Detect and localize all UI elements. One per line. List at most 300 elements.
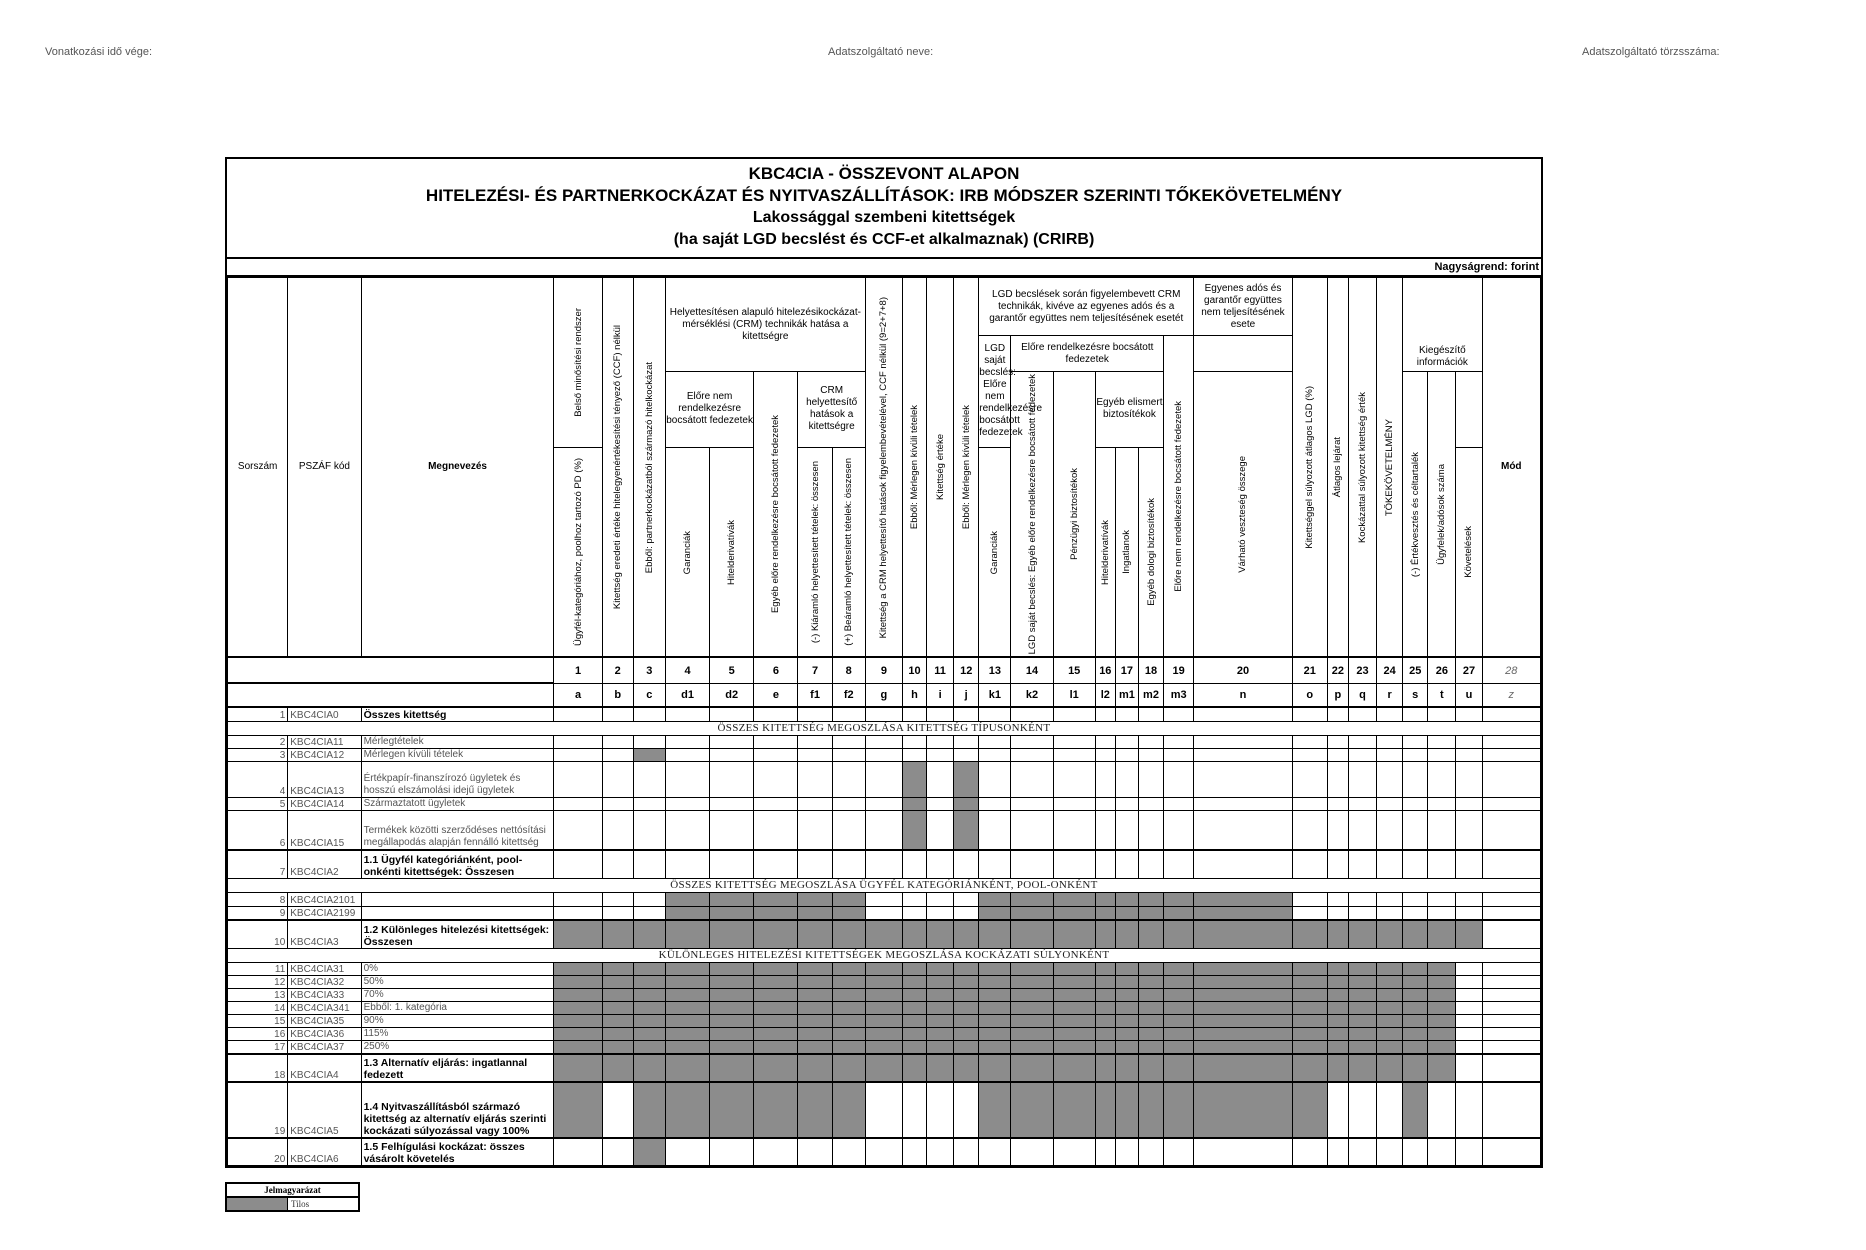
- input-cell[interactable]: [1377, 850, 1403, 878]
- input-cell[interactable]: [1095, 735, 1115, 748]
- input-cell[interactable]: [1292, 748, 1327, 761]
- input-cell[interactable]: [798, 748, 832, 761]
- forbidden-cell: [832, 920, 865, 948]
- input-cell[interactable]: [554, 850, 602, 878]
- input-cell[interactable]: [754, 797, 798, 810]
- input-cell[interactable]: [1456, 1014, 1482, 1027]
- input-cell[interactable]: [602, 850, 633, 878]
- input-cell[interactable]: [1377, 1138, 1403, 1166]
- input-cell[interactable]: [1482, 1027, 1540, 1040]
- input-cell[interactable]: [1428, 735, 1456, 748]
- input-cell[interactable]: [1115, 735, 1138, 748]
- input-cell[interactable]: [927, 735, 954, 748]
- input-cell[interactable]: [954, 850, 979, 878]
- input-cell[interactable]: [1164, 1138, 1194, 1166]
- input-cell[interactable]: [1482, 810, 1540, 850]
- input-cell[interactable]: [1428, 892, 1456, 906]
- input-cell[interactable]: [710, 810, 754, 850]
- forbidden-cell: [554, 1054, 602, 1082]
- input-cell[interactable]: [865, 735, 902, 748]
- input-cell[interactable]: [1292, 735, 1327, 748]
- input-cell[interactable]: [1115, 810, 1138, 850]
- input-cell[interactable]: [554, 707, 602, 721]
- input-cell[interactable]: [979, 748, 1011, 761]
- input-cell[interactable]: [1482, 707, 1540, 721]
- forbidden-cell: [1348, 975, 1376, 988]
- input-cell[interactable]: [710, 761, 754, 797]
- forbidden-cell: [1377, 1027, 1403, 1040]
- input-cell[interactable]: [832, 850, 865, 878]
- input-cell[interactable]: [602, 735, 633, 748]
- forbidden-cell: [633, 748, 665, 761]
- input-cell[interactable]: [1095, 761, 1115, 797]
- input-cell[interactable]: [1164, 735, 1194, 748]
- forbidden-cell: [1292, 975, 1327, 988]
- input-cell[interactable]: [1011, 707, 1053, 721]
- input-cell[interactable]: [798, 850, 832, 878]
- input-cell[interactable]: [954, 892, 979, 906]
- header-c17: Ingatlanok: [1115, 447, 1138, 657]
- input-cell[interactable]: [954, 906, 979, 920]
- input-cell[interactable]: [1482, 1014, 1540, 1027]
- input-cell[interactable]: [1348, 748, 1376, 761]
- input-cell[interactable]: [710, 1138, 754, 1166]
- input-cell[interactable]: [1348, 1082, 1376, 1138]
- input-cell[interactable]: [1428, 906, 1456, 920]
- input-cell[interactable]: [754, 761, 798, 797]
- input-cell[interactable]: [1011, 748, 1053, 761]
- input-cell[interactable]: [710, 748, 754, 761]
- input-cell[interactable]: [979, 797, 1011, 810]
- input-cell[interactable]: [754, 810, 798, 850]
- input-cell[interactable]: [927, 1082, 954, 1138]
- table-row: [228, 906, 1541, 920]
- input-cell[interactable]: [927, 707, 954, 721]
- input-cell[interactable]: [1348, 797, 1376, 810]
- input-cell[interactable]: [1482, 1040, 1540, 1054]
- input-cell[interactable]: [1138, 761, 1163, 797]
- input-cell[interactable]: [1456, 1054, 1482, 1082]
- input-cell[interactable]: [1327, 1082, 1348, 1138]
- input-cell[interactable]: [1292, 810, 1327, 850]
- input-cell[interactable]: [1403, 735, 1428, 748]
- input-cell[interactable]: [1482, 1054, 1540, 1082]
- input-cell[interactable]: [1377, 735, 1403, 748]
- input-cell[interactable]: [633, 797, 665, 810]
- input-cell[interactable]: [1292, 1138, 1327, 1166]
- input-cell[interactable]: [1138, 850, 1163, 878]
- input-cell[interactable]: [865, 810, 902, 850]
- input-cell[interactable]: [1053, 761, 1095, 797]
- input-cell[interactable]: [1482, 748, 1540, 761]
- input-cell[interactable]: [1115, 707, 1138, 721]
- input-cell[interactable]: [1482, 892, 1540, 906]
- input-cell[interactable]: [1456, 906, 1482, 920]
- input-cell[interactable]: [710, 797, 754, 810]
- input-cell[interactable]: [602, 1082, 633, 1138]
- input-cell[interactable]: [927, 850, 954, 878]
- input-cell[interactable]: [1011, 797, 1053, 810]
- forbidden-cell: [1164, 1001, 1194, 1014]
- input-cell[interactable]: [1327, 810, 1348, 850]
- input-cell[interactable]: [1482, 1001, 1540, 1014]
- input-cell[interactable]: [1053, 748, 1095, 761]
- input-cell[interactable]: [1095, 707, 1115, 721]
- input-cell[interactable]: [902, 1082, 926, 1138]
- input-cell[interactable]: [1482, 906, 1540, 920]
- input-cell[interactable]: [602, 748, 633, 761]
- input-cell[interactable]: [1164, 850, 1194, 878]
- input-cell[interactable]: [1377, 1082, 1403, 1138]
- forbidden-cell: [1138, 1027, 1163, 1040]
- input-cell[interactable]: [902, 892, 926, 906]
- input-cell[interactable]: [1456, 810, 1482, 850]
- input-cell[interactable]: [1482, 962, 1540, 975]
- input-cell[interactable]: [1327, 797, 1348, 810]
- input-cell[interactable]: [1194, 735, 1292, 748]
- input-cell[interactable]: [798, 810, 832, 850]
- input-cell[interactable]: [1115, 748, 1138, 761]
- input-cell[interactable]: [1428, 761, 1456, 797]
- input-cell[interactable]: [1482, 920, 1540, 948]
- input-cell[interactable]: [665, 797, 709, 810]
- input-cell[interactable]: [798, 707, 832, 721]
- input-cell[interactable]: [1377, 748, 1403, 761]
- input-cell[interactable]: [798, 761, 832, 797]
- input-cell[interactable]: [633, 735, 665, 748]
- input-cell[interactable]: [1428, 810, 1456, 850]
- input-cell[interactable]: [1348, 761, 1376, 797]
- input-cell[interactable]: [1327, 735, 1348, 748]
- input-cell[interactable]: [865, 797, 902, 810]
- input-cell[interactable]: [927, 797, 954, 810]
- input-cell[interactable]: [754, 748, 798, 761]
- row-label: 115%: [361, 1027, 554, 1040]
- input-cell[interactable]: [1403, 761, 1428, 797]
- input-cell[interactable]: [1403, 810, 1428, 850]
- input-cell[interactable]: [1292, 761, 1327, 797]
- input-cell[interactable]: [1428, 797, 1456, 810]
- input-cell[interactable]: [927, 906, 954, 920]
- input-cell[interactable]: [602, 797, 633, 810]
- input-cell[interactable]: [1011, 735, 1053, 748]
- input-cell[interactable]: [1327, 707, 1348, 721]
- input-cell[interactable]: [865, 892, 902, 906]
- input-cell[interactable]: [902, 850, 926, 878]
- input-cell[interactable]: [1348, 1138, 1376, 1166]
- input-cell[interactable]: [1377, 761, 1403, 797]
- forbidden-cell: [979, 1082, 1011, 1138]
- input-cell[interactable]: [602, 810, 633, 850]
- col-code-10: h: [902, 683, 926, 707]
- input-cell[interactable]: [1011, 850, 1053, 878]
- forbidden-cell: [554, 962, 602, 975]
- input-cell[interactable]: [902, 748, 926, 761]
- input-cell[interactable]: [927, 761, 954, 797]
- input-cell[interactable]: [832, 1138, 865, 1166]
- input-cell[interactable]: [710, 707, 754, 721]
- row-label: 1.4 Nyitvaszállításból származó kitettség az alternatív eljárás szerinti kockázati súlyozással vagy 100%: [361, 1082, 554, 1138]
- input-cell[interactable]: [1456, 707, 1482, 721]
- input-cell[interactable]: [1482, 975, 1540, 988]
- input-cell[interactable]: [1348, 892, 1376, 906]
- input-cell[interactable]: [798, 735, 832, 748]
- input-cell[interactable]: [554, 797, 602, 810]
- input-cell[interactable]: [954, 1082, 979, 1138]
- input-cell[interactable]: [1403, 906, 1428, 920]
- input-cell[interactable]: [554, 892, 602, 906]
- input-cell[interactable]: [665, 1138, 709, 1166]
- input-cell[interactable]: [1194, 748, 1292, 761]
- col-number-16: 16: [1095, 657, 1115, 683]
- input-cell[interactable]: [1194, 1138, 1292, 1166]
- input-cell[interactable]: [665, 761, 709, 797]
- input-cell[interactable]: [832, 735, 865, 748]
- input-cell[interactable]: [554, 906, 602, 920]
- input-cell[interactable]: [633, 810, 665, 850]
- input-cell[interactable]: [1348, 906, 1376, 920]
- input-cell[interactable]: [602, 1138, 633, 1166]
- input-cell[interactable]: [979, 850, 1011, 878]
- input-cell[interactable]: [1138, 735, 1163, 748]
- input-cell[interactable]: [1095, 797, 1115, 810]
- input-cell[interactable]: [954, 1138, 979, 1166]
- input-cell[interactable]: [798, 797, 832, 810]
- forbidden-cell: [1194, 906, 1292, 920]
- input-cell[interactable]: [927, 892, 954, 906]
- input-cell[interactable]: [1377, 906, 1403, 920]
- input-cell[interactable]: [1053, 797, 1095, 810]
- input-cell[interactable]: [1456, 1001, 1482, 1014]
- input-cell[interactable]: [865, 707, 902, 721]
- input-cell[interactable]: [832, 797, 865, 810]
- input-cell[interactable]: [1011, 810, 1053, 850]
- input-cell[interactable]: [633, 850, 665, 878]
- input-cell[interactable]: [1377, 892, 1403, 906]
- row-code: KBC4CIA33: [288, 988, 361, 1001]
- input-cell[interactable]: [665, 707, 709, 721]
- input-cell[interactable]: [1377, 797, 1403, 810]
- input-cell[interactable]: [1456, 988, 1482, 1001]
- input-cell[interactable]: [1482, 850, 1540, 878]
- input-cell[interactable]: [1456, 975, 1482, 988]
- input-cell[interactable]: [1194, 810, 1292, 850]
- input-cell[interactable]: [633, 892, 665, 906]
- input-cell[interactable]: [1292, 850, 1327, 878]
- input-cell[interactable]: [602, 892, 633, 906]
- input-cell[interactable]: [1327, 850, 1348, 878]
- table-row: [228, 988, 1541, 1001]
- input-cell[interactable]: [1456, 962, 1482, 975]
- input-cell[interactable]: [602, 761, 633, 797]
- input-cell[interactable]: [602, 707, 633, 721]
- input-cell[interactable]: [1348, 735, 1376, 748]
- input-cell[interactable]: [798, 1138, 832, 1166]
- input-cell[interactable]: [902, 735, 926, 748]
- input-cell[interactable]: [1053, 850, 1095, 878]
- input-cell[interactable]: [1456, 1027, 1482, 1040]
- input-cell[interactable]: [1095, 850, 1115, 878]
- input-cell[interactable]: [979, 810, 1011, 850]
- input-cell[interactable]: [1327, 761, 1348, 797]
- input-cell[interactable]: [1011, 1138, 1053, 1166]
- input-cell[interactable]: [633, 906, 665, 920]
- input-cell[interactable]: [1115, 1138, 1138, 1166]
- input-cell[interactable]: [1115, 797, 1138, 810]
- input-cell[interactable]: [1095, 810, 1115, 850]
- input-cell[interactable]: [865, 1082, 902, 1138]
- input-cell[interactable]: [832, 748, 865, 761]
- input-cell[interactable]: [554, 748, 602, 761]
- input-cell[interactable]: [665, 748, 709, 761]
- input-cell[interactable]: [1403, 748, 1428, 761]
- input-cell[interactable]: [1053, 735, 1095, 748]
- input-cell[interactable]: [1428, 850, 1456, 878]
- input-cell[interactable]: [865, 906, 902, 920]
- input-cell[interactable]: [1138, 707, 1163, 721]
- input-cell[interactable]: [1456, 1082, 1482, 1138]
- input-cell[interactable]: [1164, 707, 1194, 721]
- header-c14: Hitelderivatívák: [1095, 447, 1115, 657]
- row-label: [361, 906, 554, 920]
- input-cell[interactable]: [1164, 797, 1194, 810]
- input-cell[interactable]: [1348, 707, 1376, 721]
- input-cell[interactable]: [1403, 850, 1428, 878]
- input-cell[interactable]: [865, 850, 902, 878]
- input-cell[interactable]: [710, 735, 754, 748]
- input-cell[interactable]: [665, 810, 709, 850]
- input-cell[interactable]: [1327, 1138, 1348, 1166]
- input-cell[interactable]: [754, 707, 798, 721]
- forbidden-cell: [554, 920, 602, 948]
- input-cell[interactable]: [1115, 850, 1138, 878]
- input-cell[interactable]: [554, 1138, 602, 1166]
- input-cell[interactable]: [1456, 850, 1482, 878]
- input-cell[interactable]: [1053, 810, 1095, 850]
- input-cell[interactable]: [1456, 892, 1482, 906]
- input-cell[interactable]: [1456, 1040, 1482, 1054]
- input-cell[interactable]: [1377, 810, 1403, 850]
- input-cell[interactable]: [902, 1138, 926, 1166]
- input-cell[interactable]: [865, 748, 902, 761]
- input-cell[interactable]: [954, 735, 979, 748]
- input-cell[interactable]: [554, 761, 602, 797]
- input-cell[interactable]: [1348, 850, 1376, 878]
- input-cell[interactable]: [1482, 761, 1540, 797]
- forbidden-cell: [710, 962, 754, 975]
- input-cell[interactable]: [1403, 797, 1428, 810]
- input-cell[interactable]: [1327, 906, 1348, 920]
- input-cell[interactable]: [633, 761, 665, 797]
- input-cell[interactable]: [1194, 797, 1292, 810]
- input-cell[interactable]: [1164, 810, 1194, 850]
- input-cell[interactable]: [1327, 892, 1348, 906]
- input-cell[interactable]: [1482, 988, 1540, 1001]
- input-cell[interactable]: [1456, 761, 1482, 797]
- input-cell[interactable]: [1403, 707, 1428, 721]
- input-cell[interactable]: [979, 707, 1011, 721]
- forbidden-cell: [1095, 1001, 1115, 1014]
- input-cell[interactable]: [1095, 1138, 1115, 1166]
- input-cell[interactable]: [1482, 1138, 1540, 1166]
- input-cell[interactable]: [1428, 1138, 1456, 1166]
- input-cell[interactable]: [1456, 735, 1482, 748]
- table-row: [228, 735, 1541, 748]
- input-cell[interactable]: [1327, 748, 1348, 761]
- input-cell[interactable]: [1456, 797, 1482, 810]
- input-cell[interactable]: [1138, 1138, 1163, 1166]
- input-cell[interactable]: [1138, 810, 1163, 850]
- input-cell[interactable]: [1164, 748, 1194, 761]
- input-cell[interactable]: [1095, 748, 1115, 761]
- input-cell[interactable]: [1138, 748, 1163, 761]
- input-cell[interactable]: [633, 707, 665, 721]
- input-cell[interactable]: [1053, 1138, 1095, 1166]
- input-cell[interactable]: [602, 906, 633, 920]
- input-cell[interactable]: [832, 761, 865, 797]
- input-cell[interactable]: [1164, 761, 1194, 797]
- input-cell[interactable]: [554, 735, 602, 748]
- input-cell[interactable]: [1194, 707, 1292, 721]
- input-cell[interactable]: [1403, 892, 1428, 906]
- input-cell[interactable]: [954, 707, 979, 721]
- input-cell[interactable]: [1348, 810, 1376, 850]
- input-cell[interactable]: [979, 761, 1011, 797]
- input-cell[interactable]: [1482, 797, 1540, 810]
- input-cell[interactable]: [1053, 707, 1095, 721]
- input-cell[interactable]: [1138, 797, 1163, 810]
- input-cell[interactable]: [1011, 761, 1053, 797]
- input-cell[interactable]: [954, 748, 979, 761]
- input-cell[interactable]: [665, 850, 709, 878]
- input-cell[interactable]: [1292, 707, 1327, 721]
- input-cell[interactable]: [1482, 1082, 1540, 1138]
- input-cell[interactable]: [554, 810, 602, 850]
- input-cell[interactable]: [1428, 707, 1456, 721]
- input-cell[interactable]: [1292, 797, 1327, 810]
- input-cell[interactable]: [1456, 748, 1482, 761]
- input-cell[interactable]: [1292, 892, 1327, 906]
- input-cell[interactable]: [832, 810, 865, 850]
- input-cell[interactable]: [1377, 707, 1403, 721]
- input-cell[interactable]: [927, 1138, 954, 1166]
- input-cell[interactable]: [927, 748, 954, 761]
- input-cell[interactable]: [754, 850, 798, 878]
- input-cell[interactable]: [1194, 850, 1292, 878]
- input-cell[interactable]: [927, 810, 954, 850]
- input-cell[interactable]: [832, 707, 865, 721]
- input-cell[interactable]: [902, 906, 926, 920]
- input-cell[interactable]: [902, 707, 926, 721]
- input-cell[interactable]: [1456, 1138, 1482, 1166]
- input-cell[interactable]: [1428, 748, 1456, 761]
- input-cell[interactable]: [710, 850, 754, 878]
- input-cell[interactable]: [865, 761, 902, 797]
- input-cell[interactable]: [865, 1138, 902, 1166]
- input-cell[interactable]: [979, 1138, 1011, 1166]
- input-cell[interactable]: [1428, 1082, 1456, 1138]
- input-cell[interactable]: [1115, 761, 1138, 797]
- input-cell[interactable]: [1194, 761, 1292, 797]
- input-cell[interactable]: [754, 735, 798, 748]
- input-cell[interactable]: [1292, 906, 1327, 920]
- input-cell[interactable]: [665, 735, 709, 748]
- input-cell[interactable]: [1403, 1138, 1428, 1166]
- input-cell[interactable]: [1482, 735, 1540, 748]
- row-code: KBC4CIA4: [288, 1054, 361, 1082]
- input-cell[interactable]: [754, 1138, 798, 1166]
- input-cell[interactable]: [979, 735, 1011, 748]
